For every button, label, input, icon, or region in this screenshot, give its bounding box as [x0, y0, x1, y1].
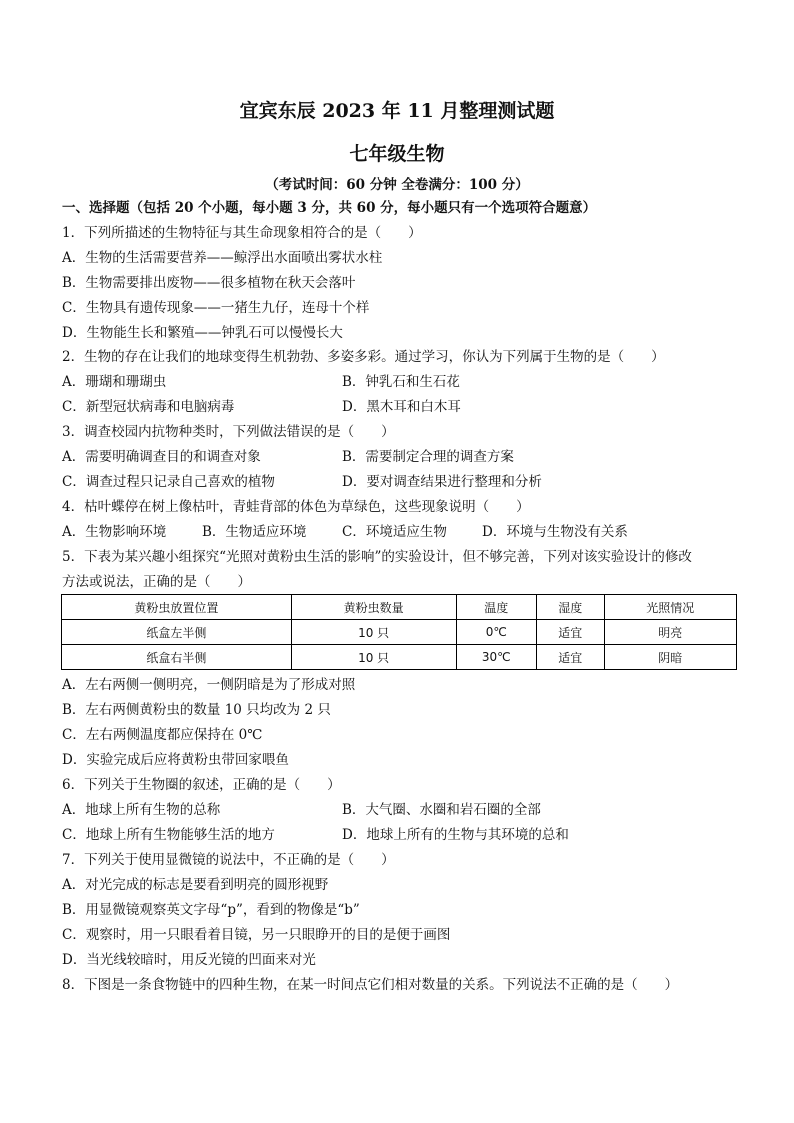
table-header-cell: 黄粉虫放置位置 — [62, 595, 292, 620]
table-cell: 10 只 — [291, 645, 456, 670]
table-cell: 明亮 — [604, 620, 736, 645]
table-cell: 10 只 — [291, 620, 456, 645]
table-header-cell: 光照情况 — [604, 595, 736, 620]
question-3-option-c: C．调查过程只记录自己喜欢的植物 — [62, 474, 275, 490]
question-7-option-a: A．对光完成的标志是要看到明亮的圆形视野 — [62, 877, 329, 893]
question-5-stem-line-2: 方法或说法，正确的是（ ） — [62, 574, 251, 590]
table-header-row — [62, 595, 737, 620]
question-6-option-b: B．大气圈、水圈和岩石圈的全部 — [342, 802, 541, 818]
table-header-cell: 温度 — [456, 595, 536, 620]
exam-info: （考试时间：60 分钟 全卷满分：100 分） — [265, 177, 529, 193]
question-7-option-d: D．当光线较暗时，用反光镜的凹面来对光 — [62, 952, 316, 968]
question-4-option-c: C．环境适应生物 — [342, 524, 447, 540]
section-heading: 一、选择题（包括 20 个小题，每小题 3 分，共 60 分，每小题只有一个选项符合题意） — [62, 200, 597, 216]
exam-subject: 七年级生物 — [349, 143, 445, 165]
question-2-option-c: C．新型冠状病毒和电脑病毒 — [62, 399, 235, 415]
question-5-option-a: A．左右两侧一侧明亮，一侧阴暗是为了形成对照 — [62, 677, 356, 693]
question-2-stem: 2．生物的存在让我们的地球变得生机勃勃、多姿多彩。通过学习，你认为下列属于生物的是（ ） — [62, 349, 665, 365]
question-5-stem-line-1: 5．下表为某兴趣小组探究“光照对黄粉虫生活的影响”的实验设计，但不够完善，下列对该实验设计的修改 — [62, 549, 692, 565]
question-4-option-a: A．生物影响环境 — [62, 524, 167, 540]
question-7-option-b: B．用显微镜观察英文字母“p”，看到的物像是“b” — [62, 902, 360, 918]
question-3-option-b: B．需要制定合理的调查方案 — [342, 449, 514, 465]
table-cell: 阴暗 — [604, 645, 736, 670]
question-1-option-c: C．生物具有遗传现象——一猪生九仔，连母十个样 — [62, 300, 370, 316]
question-6-stem: 6．下列关于生物圈的叙述，正确的是（ ） — [62, 777, 341, 793]
table-row — [62, 645, 737, 670]
question-8-stem: 8．下图是一条食物链中的四种生物，在某一时间点它们相对数量的关系。下列说法不正确的是（ ） — [62, 977, 679, 993]
question-7-stem: 7．下列关于使用显微镜的说法中，不正确的是（ ） — [62, 852, 395, 868]
experiment-table — [61, 594, 737, 670]
question-5-option-c: C．左右两侧温度都应保持在 0℃ — [62, 727, 263, 743]
table-header-cell: 湿度 — [536, 595, 604, 620]
table-row — [62, 620, 737, 645]
question-3-stem: 3．调查校园内抗物种类时，下列做法错误的是（ ） — [62, 424, 395, 440]
question-1-stem: 1．下列所描述的生物特征与其生命现象相符合的是（ ） — [62, 225, 422, 241]
question-6-option-c: C．地球上所有生物能够生活的地方 — [62, 827, 275, 843]
question-3-option-a: A．需要明确调查目的和调查对象 — [62, 449, 261, 465]
question-1-option-a: A．生物的生活需要营养——鲸浮出水面喷出雾状水柱 — [62, 250, 383, 266]
exam-title: 宜宾东辰 2023 年 11 月整理测试题 — [239, 100, 555, 122]
question-4-option-b: B．生物适应环境 — [202, 524, 307, 540]
question-3-option-d: D．要对调查结果进行整理和分析 — [342, 474, 542, 490]
table-cell: 纸盒左半侧 — [62, 620, 292, 645]
question-1-option-b: B．生物需要排出废物——很多植物在秋天会落叶 — [62, 275, 356, 291]
table-header-cell: 黄粉虫数量 — [291, 595, 456, 620]
table-cell: 适宜 — [536, 645, 604, 670]
table-cell: 适宜 — [536, 620, 604, 645]
question-4-option-d: D．环境与生物没有关系 — [482, 524, 628, 540]
question-2-option-b: B．钟乳石和生石花 — [342, 374, 460, 390]
question-5-option-d: D．实验完成后应将黄粉虫带回家喂鱼 — [62, 752, 289, 768]
question-5-option-b: B．左右两侧黄粉虫的数量 10 只均改为 2 只 — [62, 702, 331, 718]
question-4-stem: 4．枯叶蝶停在树上像枯叶，青蛙背部的体色为草绿色，这些现象说明（ ） — [62, 499, 530, 515]
table-cell: 0℃ — [456, 620, 536, 645]
question-1-option-d: D．生物能生长和繁殖——钟乳石可以慢慢长大 — [62, 325, 343, 341]
question-6-option-d: D．地球上所有的生物与其环境的总和 — [342, 827, 569, 843]
table-cell: 纸盒右半侧 — [62, 645, 292, 670]
question-6-option-a: A．地球上所有生物的总称 — [62, 802, 221, 818]
table-cell: 30℃ — [456, 645, 536, 670]
question-2-option-d: D．黑木耳和白木耳 — [342, 399, 461, 415]
question-2-option-a: A．珊瑚和珊瑚虫 — [62, 374, 167, 390]
question-7-option-c: C．观察时，用一只眼看着目镜，另一只眼睁开的目的是便于画图 — [62, 927, 451, 943]
